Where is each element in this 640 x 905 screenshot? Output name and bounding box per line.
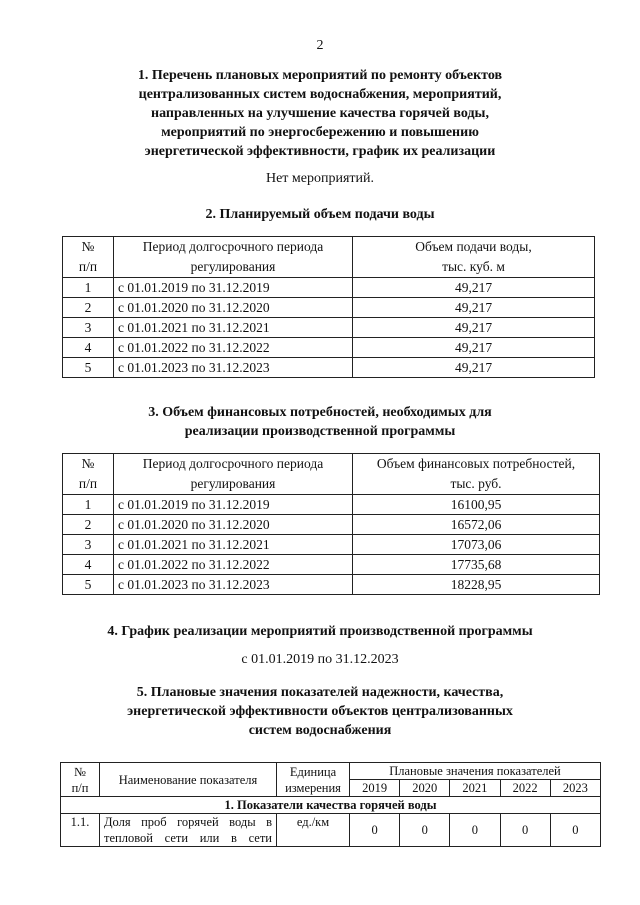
section3-title xyxy=(60,403,580,441)
header-year: 2022 xyxy=(500,780,550,797)
header-year: 2021 xyxy=(450,780,500,797)
table-header-row xyxy=(61,763,601,780)
group-row xyxy=(61,797,601,814)
section1-title-line: централизованных систем водоснабжения, мероприятий, xyxy=(138,87,502,102)
row-value: 0 xyxy=(350,814,400,847)
header-planned: Плановые значения показателей xyxy=(350,763,601,780)
section1-title-line: мероприятий по энергосбережению и повышению xyxy=(161,125,479,140)
header-unit: Единица измерения xyxy=(277,763,350,797)
section1-title-line: 1. Перечень плановых мероприятий по ремонту объектов xyxy=(137,68,503,83)
header-name: Наименование показателя xyxy=(100,763,277,797)
table-row: 1 с 01.01.2019 по 31.12.2019 16100,95 xyxy=(63,495,600,515)
table-row: 1 с 01.01.2019 по 31.12.2019 49,217 xyxy=(63,278,595,298)
header-year: 2020 xyxy=(400,780,450,797)
section3-title-line: 3. Объем финансовых потребностей, необходимых для xyxy=(148,405,492,420)
row-value: 0 xyxy=(500,814,550,847)
page-number: 2 xyxy=(316,38,324,53)
table-row: 4 с 01.01.2022 по 31.12.2022 17735,68 xyxy=(63,555,600,575)
table-row: 2 с 01.01.2020 по 31.12.2020 16572,06 xyxy=(63,515,600,535)
table-row: 3 с 01.01.2021 по 31.12.2021 49,217 xyxy=(63,318,595,338)
section5-title-line: систем водоснабжения xyxy=(248,723,392,738)
row-value: 0 xyxy=(550,814,600,847)
finance-table xyxy=(62,453,600,595)
row-num: 1.1. xyxy=(61,814,100,847)
header-finance: Объем финансовых потребностей, тыс. руб. xyxy=(353,454,600,495)
section5-title-line: 5. Плановые значения показателей надежности, качества, xyxy=(136,685,504,700)
row-name: Доля проб горячей воды в тепловой сети или в сети xyxy=(100,814,277,847)
header-num: № п/п xyxy=(61,763,100,797)
section1-title-line: энергетической эффективности, график их реализации xyxy=(144,144,496,159)
section3-title-line: реализации производственной программы xyxy=(184,424,456,439)
section4-text: с 01.01.2019 по 31.12.2023 xyxy=(241,652,399,667)
header-period: Период долгосрочного периода регулирования xyxy=(114,454,353,495)
water-volume-table xyxy=(62,236,595,378)
table-row: 5 с 01.01.2023 по 31.12.2023 18228,95 xyxy=(63,575,600,595)
table-row: 3 с 01.01.2021 по 31.12.2021 17073,06 xyxy=(63,535,600,555)
group-title: 1. Показатели качества горячей воды xyxy=(61,797,601,814)
header-year: 2023 xyxy=(550,780,600,797)
section1-text: Нет мероприятий. xyxy=(265,171,375,186)
header-num: № п/п xyxy=(63,454,114,495)
indicators-table xyxy=(60,762,601,847)
header-period: Период долгосрочного периода регулирования xyxy=(114,237,353,278)
table-header-row xyxy=(63,454,600,495)
header-num: № п/п xyxy=(63,237,114,278)
section5-title-line: энергетической эффективности объектов централизованных xyxy=(127,704,513,719)
section1-title xyxy=(60,66,580,161)
section5-title xyxy=(60,683,580,740)
section1-title-line: направленных на улучшение качества горячей воды, xyxy=(151,106,489,121)
header-year: 2019 xyxy=(350,780,400,797)
table-row xyxy=(61,814,601,847)
table-row: 2 с 01.01.2020 по 31.12.2020 49,217 xyxy=(63,298,595,318)
section4-title: 4. График реализации мероприятий производственной программы xyxy=(107,624,533,639)
section2-title: 2. Планируемый объем подачи воды xyxy=(205,207,435,222)
row-value: 0 xyxy=(450,814,500,847)
table-row: 5 с 01.01.2023 по 31.12.2023 49,217 xyxy=(63,358,595,378)
header-volume: Объем подачи воды, тыс. куб. м xyxy=(353,237,595,278)
row-unit: ед./км xyxy=(277,814,350,847)
table-header-row xyxy=(63,237,595,278)
row-value: 0 xyxy=(400,814,450,847)
table-row: 4 с 01.01.2022 по 31.12.2022 49,217 xyxy=(63,338,595,358)
